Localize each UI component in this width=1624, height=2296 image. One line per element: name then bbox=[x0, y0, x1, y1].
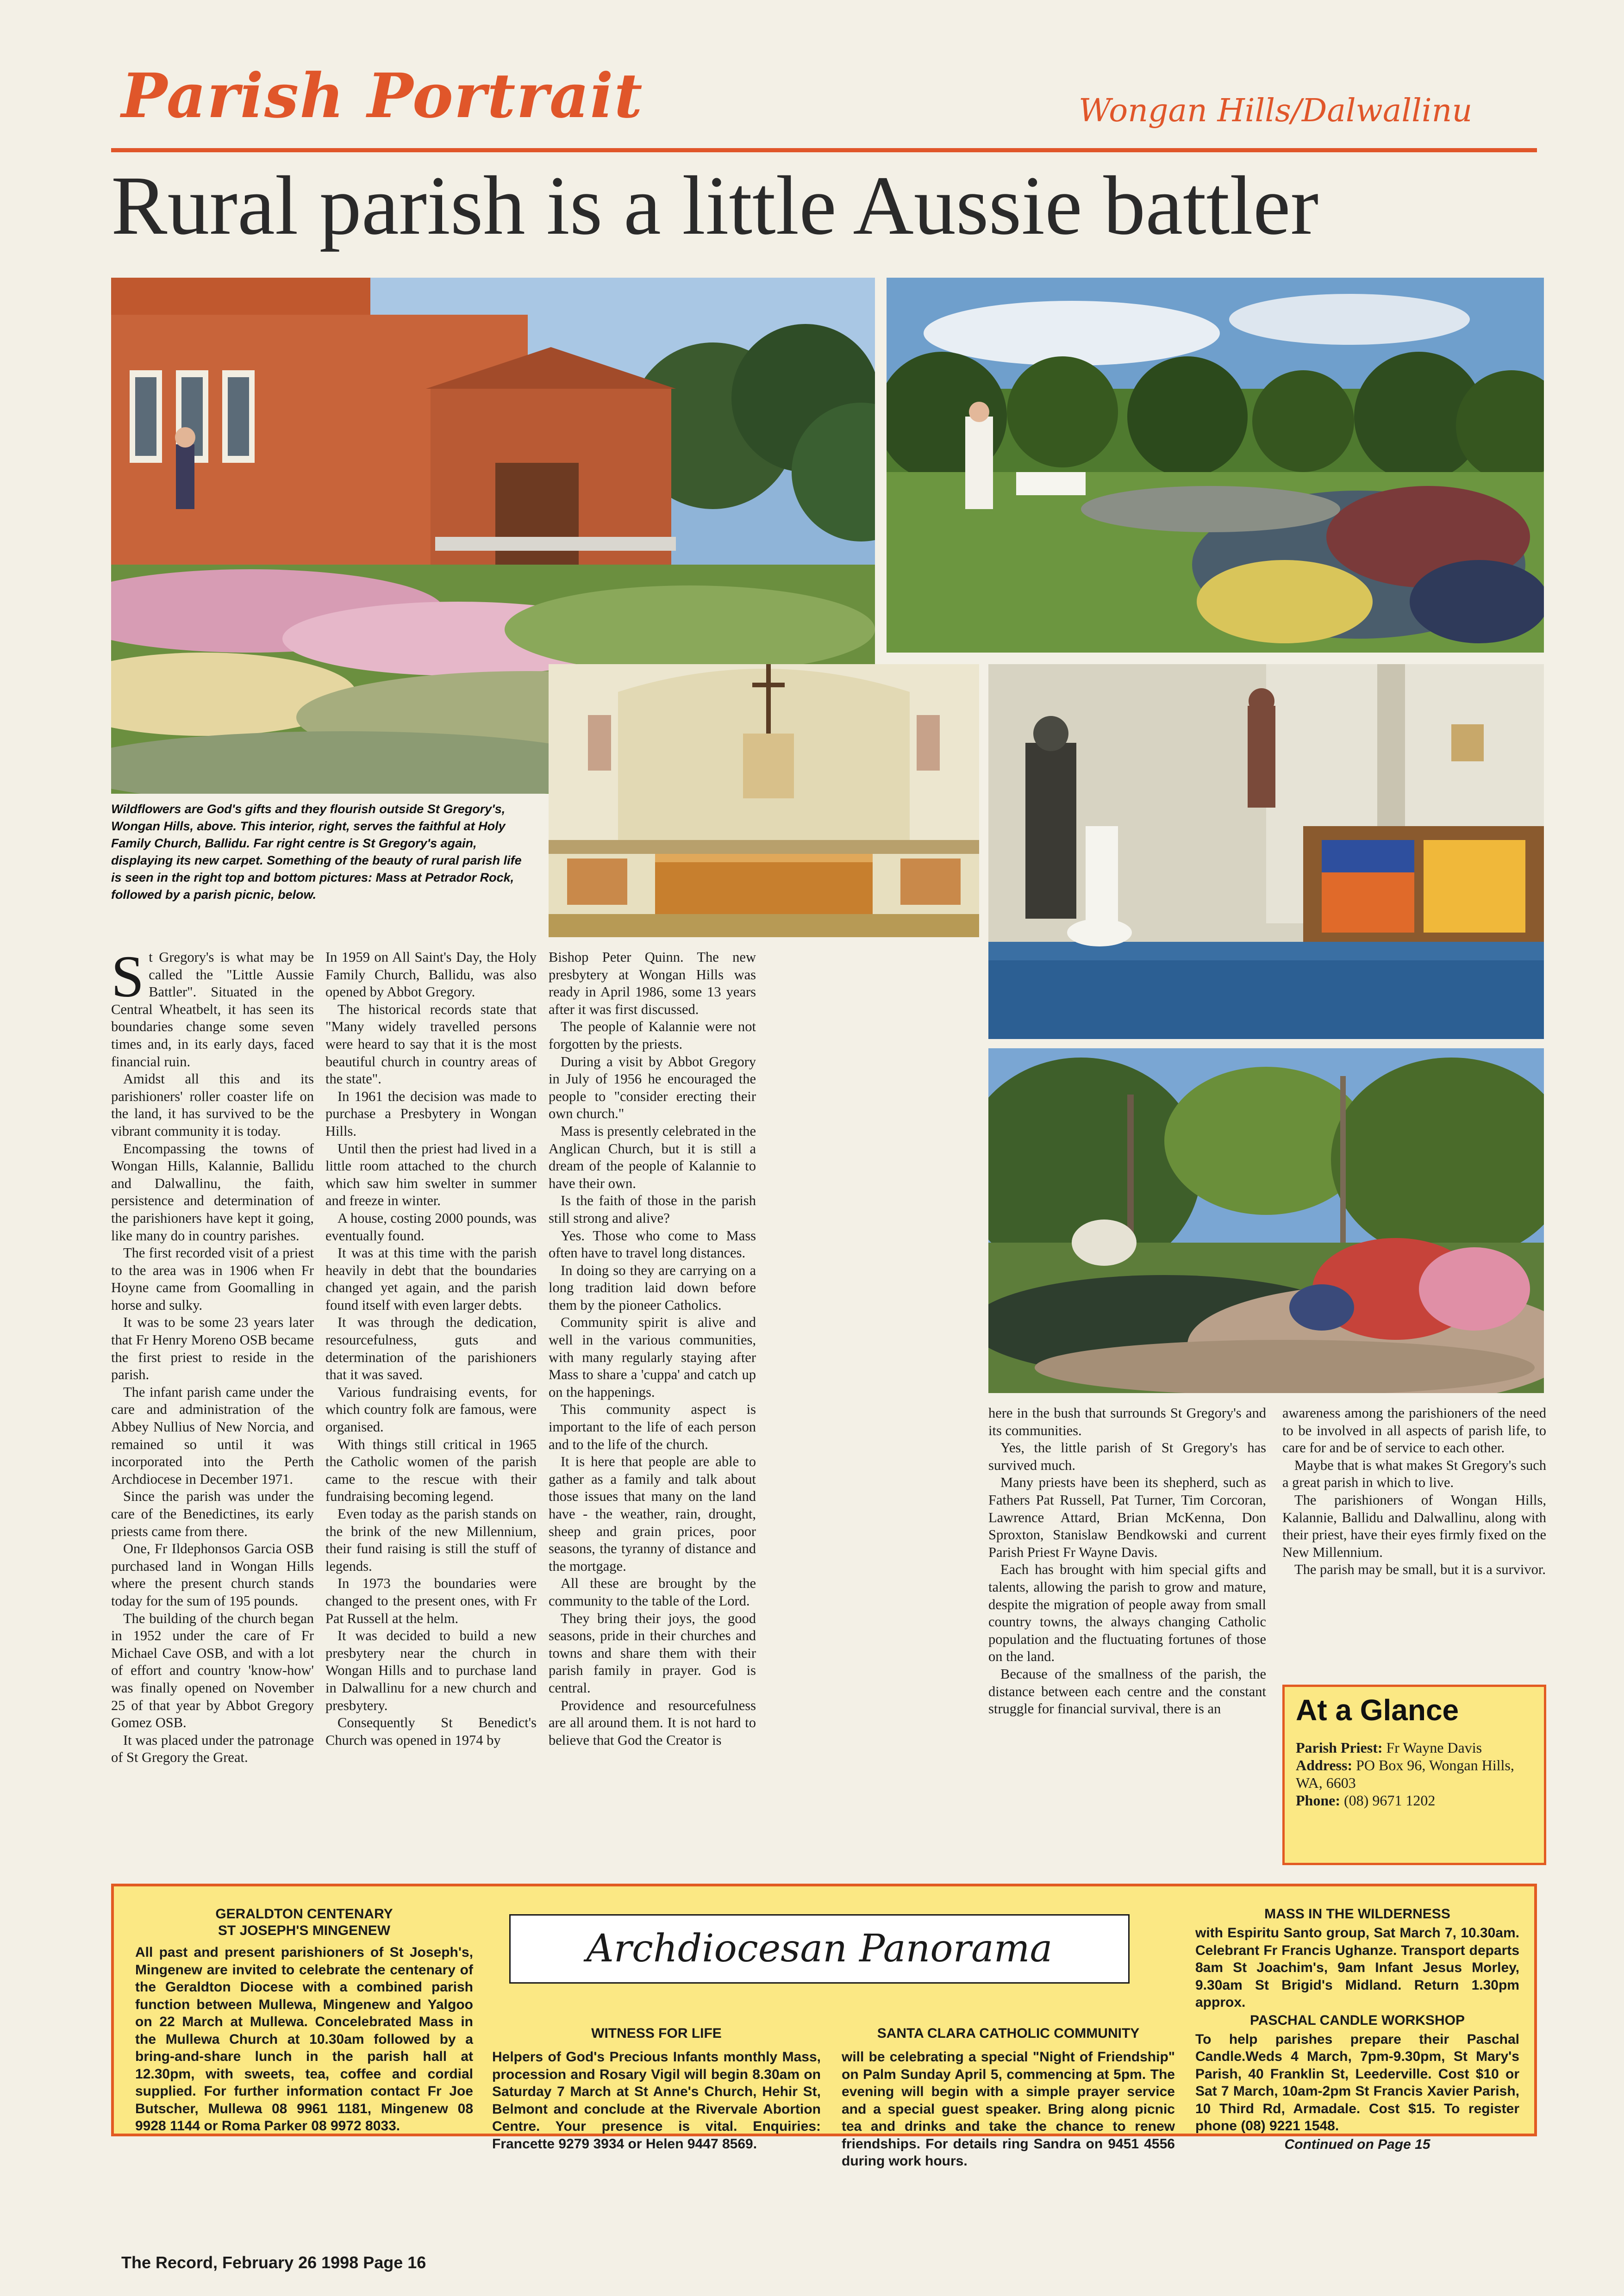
parish-priest-label: Parish Priest: bbox=[1296, 1739, 1383, 1756]
article-paragraph: One, Fr Ildephonsos Garcia OSB purchased land in Wongan Hills where the present church stands today for the sum of 195 pounds. bbox=[111, 1541, 314, 1609]
notice-geraldton bbox=[135, 1906, 473, 2135]
photo-mass-outdoors bbox=[887, 278, 1544, 653]
article-paragraph: During a visit by Abbot Gregory in July of 1956 he encouraged the people to "consider erecting their own church." bbox=[549, 1053, 756, 1122]
article-paragraph: Many priests have been its shepherd, such as Fathers Pat Russell, Pat Turner, Tim Corcoran, Lawrence Attard, Brian McKenna, Don Sproxton, Stanislaw Bendkowski and current Parish Priest Fr Wayne Davis. bbox=[988, 1475, 1266, 1560]
at-a-glance-title: At a Glance bbox=[1296, 1693, 1459, 1727]
notice-body: Helpers of God's Precious Infants monthly Mass, procession and Rosary Vigil will begin 8.30am on Saturday 7 March at St Anne's Church, Hehir St, Belmont and conclude at the Rivervale Abortion Centre. Your presence is vital. Enquiries: Francette 9279 3934 or Helen 9447 8569. bbox=[492, 2049, 821, 2152]
address-value: PO Box 96, Wongan Hills, WA, 6603 bbox=[1296, 1757, 1514, 1791]
article-paragraph: Is the faith of those in the parish still strong and alive? bbox=[549, 1193, 756, 1226]
photo-st-gregorys-interior bbox=[988, 664, 1544, 1039]
article-paragraph: t Gregory's is what may be called the "Little Aussie Battler". Situated in the Central Wheatbelt, it has seen its boundaries change some seven times and, in its early days, faced financial ruin. bbox=[111, 949, 314, 1070]
article-paragraph: The people of Kalannie were not forgotten by the priests. bbox=[549, 1019, 756, 1052]
article-paragraph: This community aspect is important to the life of each person and to the life of the church. bbox=[549, 1401, 756, 1452]
notice-heading: GERALDTON CENTENARY bbox=[215, 1906, 393, 1922]
article-paragraph: Consequently St Benedict's Church was opened in 1974 by bbox=[325, 1715, 537, 1748]
article-paragraph: They bring their joys, the good seasons, pride in their churches and towns and share them with their parish family in prayer. God is central. bbox=[549, 1610, 756, 1696]
article-paragraph: Even today as the parish stands on the brink of the new Millennium, their fund raising is still the stuff of legends. bbox=[325, 1506, 537, 1574]
article-paragraph: The parishioners of Wongan Hills, Kalannie, Ballidu and Dalwallinu, along with their priest, have their eyes firmly fixed on the New Millennium. bbox=[1282, 1492, 1546, 1560]
notice-heading: SANTA CLARA CATHOLIC COMMUNITY bbox=[877, 2026, 1140, 2041]
article-paragraph: Because of the smallness of the parish, the distance between each centre and the constant struggle for financial survival, there is an bbox=[988, 1666, 1266, 1717]
notice-subheading: ST JOSEPH'S MINGENEW bbox=[218, 1923, 391, 1938]
masthead-rule bbox=[111, 148, 1537, 152]
article-paragraph: Encompassing the towns of Wongan Hills, Kalannie, Ballidu and Dalwallinu, the faith, persistence and determination of the parishioners have kept it going, like many do in country parishes. bbox=[111, 1140, 314, 1244]
article-column-5 bbox=[1282, 1405, 1546, 1678]
bleed-through-text bbox=[704, 60, 719, 130]
notice-heading: WITNESS FOR LIFE bbox=[591, 2026, 722, 2041]
photo-ballidu-interior bbox=[549, 664, 979, 937]
article-paragraph: The first recorded visit of a priest to the area was in 1906 when Fr Hoyne came from Goomalling in horse and sulky. bbox=[111, 1245, 314, 1313]
article-paragraph: Mass is presently celebrated in the Anglican Church, but it is still a dream of the people of Kalannie to have their own. bbox=[549, 1123, 756, 1191]
article-paragraph: A house, costing 2000 pounds, was eventually found. bbox=[325, 1210, 537, 1244]
article-paragraph: Maybe that is what makes St Gregory's such a great parish in which to live. bbox=[1282, 1457, 1546, 1491]
article-paragraph: With things still critical in 1965 the Catholic women of the parish came to the rescue with their fundraising becoming legend. bbox=[325, 1436, 537, 1505]
drop-cap: S bbox=[111, 944, 144, 1009]
notice-body: will be celebrating a special "Night of Friendship" on Palm Sunday April 5, commencing at 5pm. The evening will begin with a simple prayer service and a special guest speaker. Bring along picnic tea and drinks and take the chance to renew friendships. For details ring Sandra on 9451 4556 during work hours. bbox=[842, 2049, 1175, 2169]
article-paragraph: The parish may be small, but it is a survivor. bbox=[1294, 1562, 1546, 1578]
article-column-4 bbox=[988, 1405, 1266, 1863]
article-column-1 bbox=[111, 944, 314, 1863]
headline: Rural parish is a little Aussie battler bbox=[111, 159, 1319, 252]
parish-priest-value: Fr Wayne Davis bbox=[1386, 1739, 1482, 1756]
notice-santa-clara bbox=[842, 2025, 1175, 2170]
address-label: Address: bbox=[1296, 1757, 1353, 1773]
notice-heading: PASCHAL CANDLE WORKSHOP bbox=[1250, 2012, 1465, 2028]
article-paragraph: Yes, the little parish of St Gregory's has survived much. bbox=[988, 1440, 1266, 1473]
notice-body: To help parishes prepare their Paschal Candle.Weds 4 March, 7pm-9.30pm, St Mary's Parish, 40 Franklin St, Leederville. Cost $10 or Sat 7 March, 10am-2pm St Francis Xavier Parish, 10 Third Rd, Armadale. Cost $15. To register phone (08) 9221 1548. bbox=[1195, 2031, 1519, 2134]
article-paragraph: It was through the dedication, resourcefulness, guts and determination of the parishioners that it was saved. bbox=[325, 1314, 537, 1383]
article-paragraph: Each has brought with him special gifts and talents, allowing the parish to grow and mature, despite the migration of people away from small country towns, the always changing Catholic population and the fluctuating fortunes of those on the land. bbox=[988, 1562, 1266, 1665]
article-paragraph: It is here that people are able to gather as a family and talk about those issues that many on the land have - the weather, rain, drought, sheep and grain prices, poor seasons, the tyranny of distance and the mortgage. bbox=[549, 1454, 756, 1574]
article-paragraph: Bishop Peter Quinn. The new presbytery at Wongan Hills was ready in April 1986, some 13 years after it was first discussed. bbox=[549, 949, 756, 1017]
article-paragraph: In 1959 on All Saint's Day, the Holy Family Church, Ballidu, was also opened by Abbot Gregory. bbox=[325, 949, 537, 1000]
phone-label: Phone: bbox=[1296, 1792, 1340, 1809]
at-a-glance-box bbox=[1282, 1685, 1546, 1865]
article-paragraph: here in the bush that surrounds St Gregory's and its communities. bbox=[988, 1405, 1266, 1438]
article-paragraph: In doing so they are carrying on a long tradition laid down before them by the pioneer Catholics. bbox=[549, 1262, 756, 1313]
article-paragraph: Providence and resourcefulness are all around them. It is not hard to believe that God the Creator is bbox=[549, 1697, 756, 1748]
section-kicker: Parish Portrait bbox=[121, 60, 643, 132]
phone-value: (08) 9671 1202 bbox=[1344, 1792, 1436, 1809]
article-column-3 bbox=[549, 949, 979, 1863]
photo-caption: Wildflowers are God's gifts and they flourish outside St Gregory's, Wongan Hills, above. This interior, right, serves the faithful at Holy Family Church, Ballidu. Far right centre is St Gregory's again, displaying its new carpet. Something of the beauty of rural parish life is seen in the right top and bottom pictures: Mass at Petrador Rock, followed by a parish picnic, below. bbox=[111, 802, 522, 902]
article-paragraph: The infant parish came under the care and administration of the Abbey Nullius of New Norcia, and remained so until it was incorporated into the Perth Archdiocese in December 1971. bbox=[111, 1384, 314, 1487]
article-paragraph: In 1973 the boundaries were changed to the present ones, with Fr Pat Russell at the helm. bbox=[325, 1575, 537, 1626]
article-paragraph: In 1961 the decision was made to purchase a Presbytery in Wongan Hills. bbox=[325, 1088, 537, 1139]
article-paragraph: It was to be some 23 years later that Fr Henry Moreno OSB became the first priest to reside in the parish. bbox=[111, 1314, 314, 1383]
article-paragraph: Yes. Those who come to Mass often have to travel long distances. bbox=[549, 1227, 756, 1261]
article-paragraph: It was placed under the patronage of St Gregory the Great. bbox=[111, 1732, 314, 1766]
continued-link[interactable]: Continued on Page 15 bbox=[1284, 2136, 1430, 2152]
article-paragraph: awareness among the parishioners of the need to be involved in all aspects of parish life, to care for and be of service to each other. bbox=[1282, 1405, 1546, 1456]
phone-row bbox=[1296, 1792, 1533, 1809]
article-paragraph: Community spirit is alive and well in the various communities, with many regularly staying after Mass to share a 'cuppa' and catch up on the happenings. bbox=[549, 1314, 756, 1400]
article-column-2 bbox=[325, 949, 537, 1863]
photo-parish-picnic bbox=[988, 1048, 1544, 1393]
notice-heading: MASS IN THE WILDERNESS bbox=[1264, 1906, 1450, 1922]
article-paragraph: All these are brought by the community to the table of the Lord. bbox=[549, 1575, 756, 1609]
parish-priest-row bbox=[1296, 1739, 1533, 1756]
article-paragraph: The historical records state that "Many widely travelled persons were heard to say that it is the most beautiful church in country areas of the state". bbox=[325, 1001, 537, 1087]
article-paragraph: It was decided to build a new presbytery near the church in Wongan Hills and to purchase land in Dalwallinu for a new church and presbytery. bbox=[325, 1628, 537, 1713]
article-paragraph: Until then the priest had lived in a little room attached to the church which saw him swelter in summer and freeze in winter. bbox=[325, 1140, 537, 1209]
parish-name: Wongan Hills/Dalwallinu bbox=[1079, 93, 1473, 129]
panorama-title: Archdiocesan Panorama bbox=[509, 1914, 1130, 1984]
notice-body: All past and present parishioners of St Joseph's, Mingenew are invited to celebrate the centenary of the Geraldton Diocese with a combined parish function between Mullewa, Mingenew and Yalgoo on 22 March at Mullewa. Concelebrated Mass in the Mullewa Church at 10.30am followed by a bring-and-share lunch in the parish hall at 12.30pm, with sweets, tea, coffee and cordial supplied. For further information contact Fr Joe Butscher, Mullewa 08 9961 1181, Mingenew 08 9928 1144 or Roma Parker 08 9972 8033. bbox=[135, 1945, 473, 2134]
notice-body: with Espiritu Santo group, Sat March 7, 10.30am. Celebrant Fr Francis Ughanze. Transport departs 8am St Joachim's, 9am Infant Jesus Morley, 9.30am St Brigid's Midland. Return 1.30pm approx. bbox=[1195, 1925, 1519, 2010]
page-footer: The Record, February 26 1998 Page 16 bbox=[121, 2253, 426, 2272]
notice-witness-for-life bbox=[492, 2025, 821, 2153]
article-paragraph: It was at this time with the parish heavily in debt that the boundaries changed yet again, and the parish found itself with even larger debts. bbox=[325, 1245, 537, 1313]
address-row bbox=[1296, 1756, 1533, 1792]
article-paragraph: The building of the church began in 1952 under the care of Fr Michael Cave OSB, and with a lot of effort and country 'know-how' was finally opened on November 25 of that year by Abbot Gregory Gomez OSB. bbox=[111, 1610, 314, 1731]
article-paragraph: Since the parish was under the care of the Benedictines, its early priests came from there. bbox=[111, 1488, 314, 1539]
article-paragraph: Various fundraising events, for which country folk are famous, were organised. bbox=[325, 1384, 537, 1435]
notice-mass-in-the-wilderness bbox=[1195, 1906, 1519, 2153]
article-paragraph: Amidst all this and its parishioners' roller coaster life on the land, it has survived to be the vibrant community it is today. bbox=[111, 1071, 314, 1139]
